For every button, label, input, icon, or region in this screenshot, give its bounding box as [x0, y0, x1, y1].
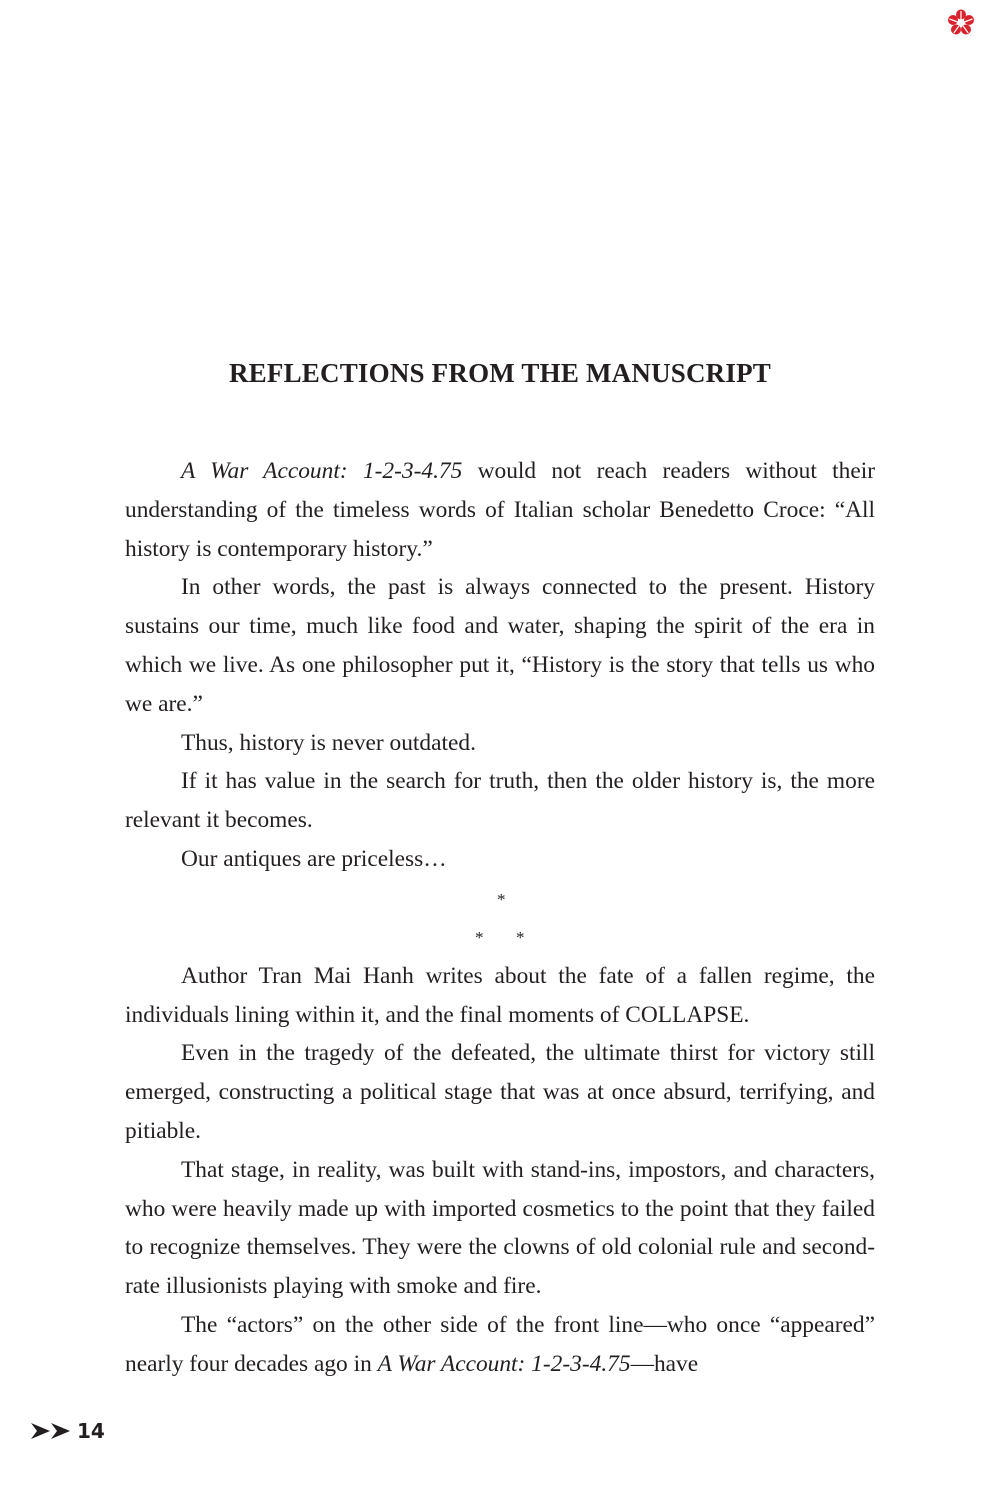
paragraph: If it has value in the search for truth, then the older history is, the more relevant it becomes.	[125, 768, 875, 834]
paragraph: In other words, the past is always connected to the present. History sustains our time, much like food and water, shaping the spirit of the era in which we live. As one philosopher put it, “History is the story that tells us who we are.”	[125, 574, 875, 717]
asterism-separator	[125, 879, 875, 957]
book-title-italic: A War Account: 1-2-3-4.75	[181, 458, 463, 484]
paragraph: The “actors” on the other side of the front line—who once “appeared” nearly four decades ago in A War Account: 1-2-3-4.75—have	[125, 1311, 875, 1377]
paragraph: Thus, history is never outdated.	[181, 729, 476, 756]
page-title: REFLECTIONS FROM THE MANUSCRIPT	[228, 358, 771, 388]
body-text	[125, 452, 875, 1384]
separator-asterisk: *	[516, 927, 525, 947]
paragraph: Author Tran Mai Hanh writes about the fate of a fallen regime, the individuals lining within it, and the final moments of COLLAPSE.	[125, 962, 875, 1028]
flower-ornament-icon	[946, 8, 976, 38]
separator-asterisk: *	[475, 927, 484, 947]
paragraph: A War Account: 1-2-3-4.75 would not reach readers without their understanding of the timeless words of Italian scholar Benedetto Croce: “All history is contemporary history.”	[125, 458, 875, 562]
page-footer	[30, 1414, 105, 1448]
paragraph: That stage, in reality, was built with stand-ins, impostors, and characters, who were heavily made up with imported cosmetics to the point that they failed to recognize themselves. They were the clowns of old colonial rule and second-rate illusionists playing with smoke and fire.	[125, 1156, 875, 1300]
book-title-italic: A War Account: 1-2-3-4.75	[377, 1350, 631, 1377]
double-arrow-icon	[30, 1420, 74, 1442]
paragraph: Our antiques are priceless…	[181, 845, 447, 872]
page-number: 14	[77, 1419, 105, 1443]
paragraph: Even in the tragedy of the defeated, the ultimate thirst for victory still emerged, constructing a political stage that was at once absurd, terrifying, and pitiable.	[125, 1040, 875, 1144]
separator-asterisk: *	[497, 889, 506, 909]
